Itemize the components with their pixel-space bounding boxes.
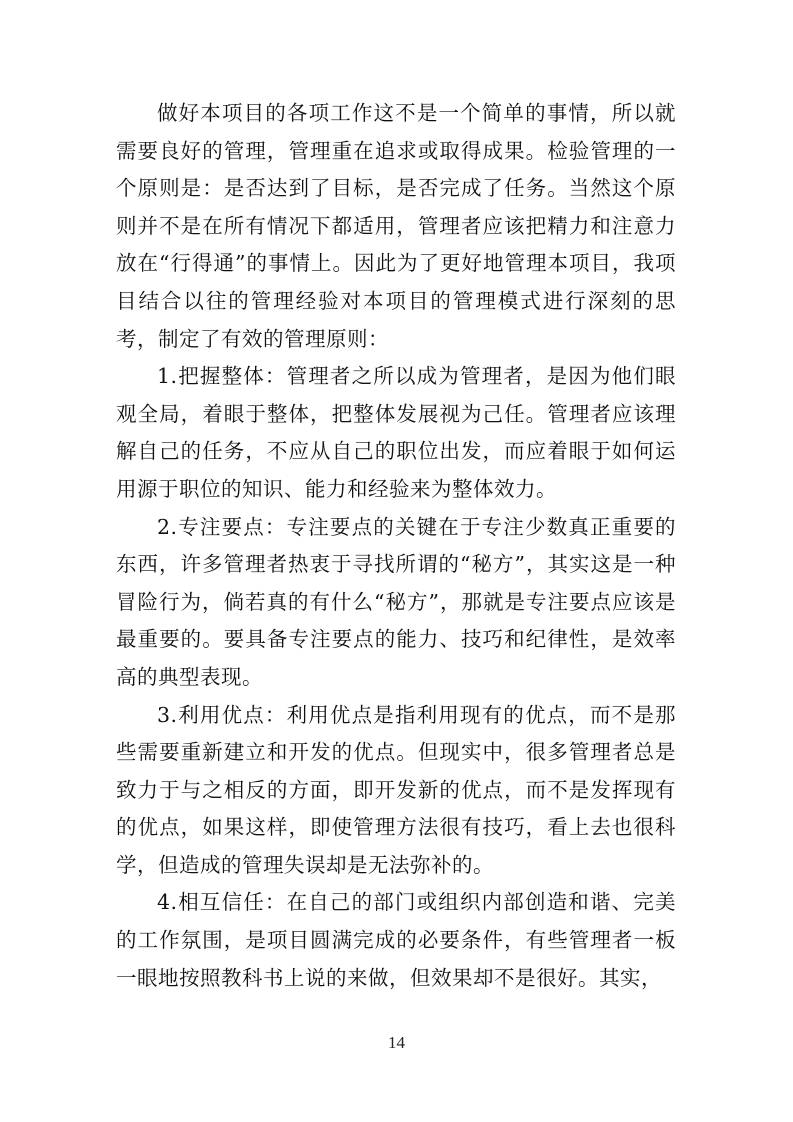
- paragraph-use-strengths: 3.利用优点：利用优点是指利用现有的优点，而不是那些需要重新建立和开发的优点。但现实中，很多管理者总是致力于与之相反的方面，即开发新的优点，而不是发挥现有的优点，如果这样，即使管理方法很有技巧，看上去也很科学，但造成的管理失误却是无法弥补的。: [116, 702, 676, 877]
- paragraph-grasp-whole: 1.把握整体：管理者之所以成为管理者，是因为他们眼观全局，着眼于整体，把整体发展视为己任。管理者应该理解自己的任务，不应从自己的职位出发，而应着眼于如何运用源于职位的知识、能力和经验来为整体效力。: [116, 364, 676, 501]
- page-number: 14: [388, 1033, 405, 1052]
- paragraph-focus-key-points: 2.专注要点：专注要点的关键在于专注少数真正重要的东西，许多管理者热衷于寻找所谓的“秘方”，其实这是一种冒险行为，倘若真的有什么“秘方”，那就是专注要点应该是最重要的。要具备专注要点的能力、技巧和纪律性，是效率高的典型表现。: [116, 514, 676, 689]
- paragraph-intro: 做好本项目的各项工作这不是一个简单的事情，所以就需要良好的管理，管理重在追求或取得成果。检验管理的一个原则是：是否达到了目标，是否完成了任务。当然这个原则并不是在所有情况下都适用，管理者应该把精力和注意力放在“行得通”的事情上。因此为了更好地管理本项目，我项目结合以往的管理经验对本项目的管理模式进行深刻的思考，制定了有效的管理原则：: [116, 101, 676, 351]
- paragraph-mutual-trust: 4.相互信任：在自己的部门或组织内部创造和谐、完美的工作氛围，是项目圆满完成的必要条件，有些管理者一板一眼地按照教科书上说的来做，但效果却不是很好。其实，: [116, 890, 676, 990]
- document-body: [116, 95, 676, 997]
